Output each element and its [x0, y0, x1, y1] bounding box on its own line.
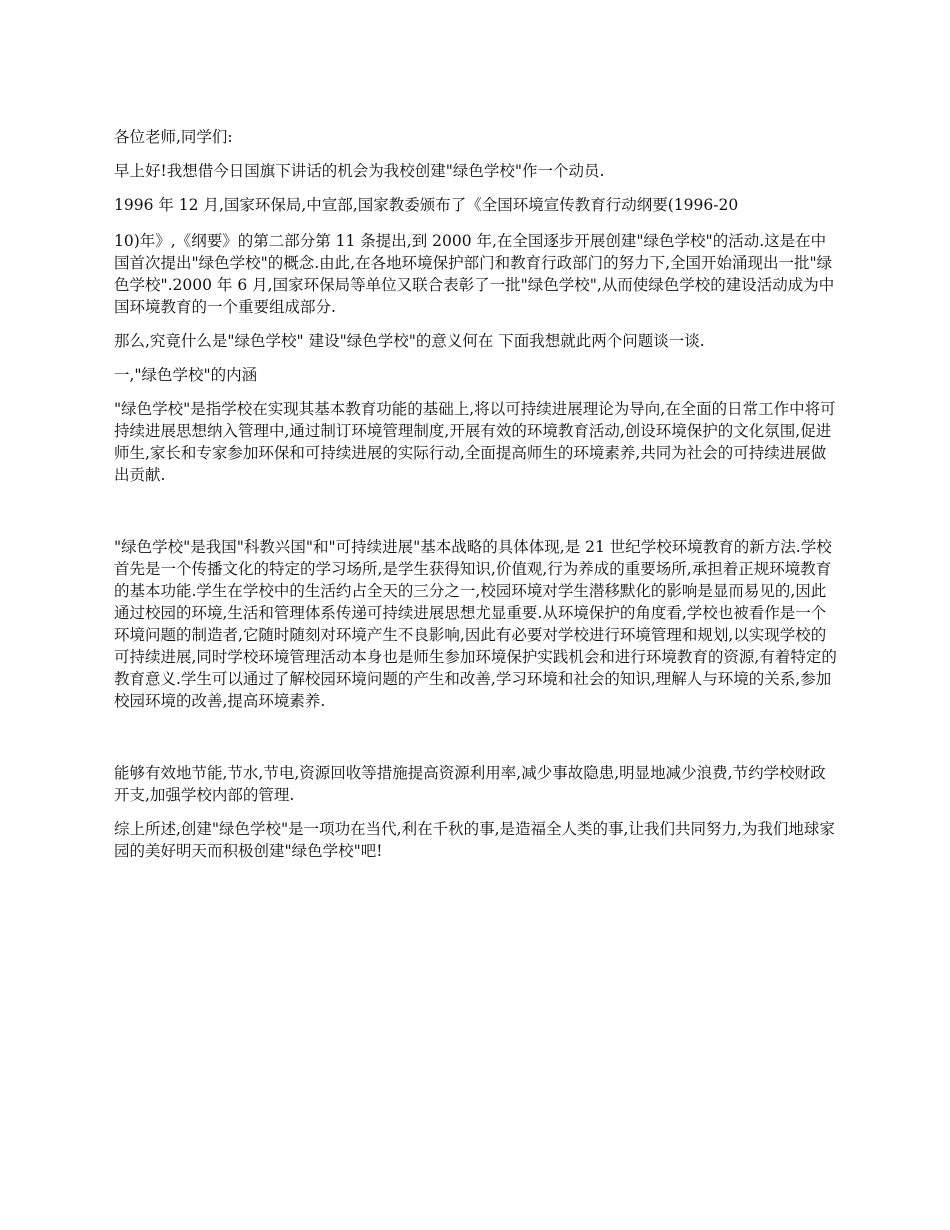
conclusion-paragraph: 综上所述,创建"绿色学校"是一项功在当代,利在千秋的事,是造福全人类的事,让我们共同努力,为我们地球家园的美好明天而积极创建"绿色学校"吧! — [114, 820, 835, 860]
opening-paragraph: 早上好!我想借今日国旗下讲话的机会为我校创建"绿色学校"作一个动员. — [114, 162, 605, 180]
benefits-paragraph: 能够有效地节能,节水,节电,资源回收等措施提高资源利用率,减少事故隐患,明显地减少浪费,节约学校财政开支,加强学校内部的管理. — [114, 764, 826, 804]
question-paragraph: 那么,究竟什么是"绿色学校" 建设"绿色学校"的意义何在 下面我想就此两个问题谈一谈. — [114, 332, 705, 350]
history-paragraph-first-line: 1996 年 12 月,国家环保局,中宣部,国家教委颁布了《全国环境宣传教育行动纲要(1996-20 — [114, 196, 739, 214]
speech-document — [114, 126, 838, 874]
definition-paragraph: "绿色学校"是指学校在实现其基本教育功能的基础上,将以可持续进展理论为导向,在全面的日常工作中将可持续进展思想纳入管理中,通过制订环境管理制度,开展有效的环境教育活动,创设环境保护的文化氛围,促进师生,家长和专家参加环保和可持续进展的实际行动,全面提高师生的环境素养,共同为社会的可持续进展做出贡献. — [114, 400, 836, 484]
significance-paragraph: "绿色学校"是我国"科教兴国"和"可持续进展"基本战略的具体体现,是 21 世纪学校环境教育的新方法.学校首先是一个传播文化的特定的学习场所,是学生获得知识,价值观,行为养成的重要场所,承担着正规环境教育的基本功能.学生在学校中的生活约占全天的三分之一,校园环境对学生潜移默化的影响是显而易见的,因此通过校园的环境,生活和管理体系传递可持续进展思想尤显重要.从环境保护的角度看,学校也被看作是一个环境问题的制造者,它随时随刻对环境产生不良影响,因此有必要对学校进行环境管理和规划,以实现学校的可持续进展,同时学校环境管理活动本身也是师生参加环境保护实践机会和进行环境教育的资源,有着特定的教育意义.学生可以通过了解校园环境问题的产生和改善,学习环境和社会的知识,理解人与环境的关系,参加校园环境的改善,提高环境素养. — [114, 538, 837, 710]
greeting-paragraph: 各位老师,同学们: — [114, 128, 233, 146]
section1-heading: 一,"绿色学校"的内涵 — [114, 366, 258, 384]
history-paragraph: 10)年》,《纲要》的第二部分第 11 条提出,到 2000 年,在全国逐步开展创建"绿色学校"的活动.这是在中国首次提出"绿色学校"的概念.由此,在各地环境保护部门和教育行政部门的努力下,全国开始涌现出一批"绿色学校".2000 年 6 月,国家环保局等单位又联合表彰了一批"绿色学校",从而使绿色学校的建设活动成为中国环境教育的一个重要组成部分. — [114, 232, 835, 316]
